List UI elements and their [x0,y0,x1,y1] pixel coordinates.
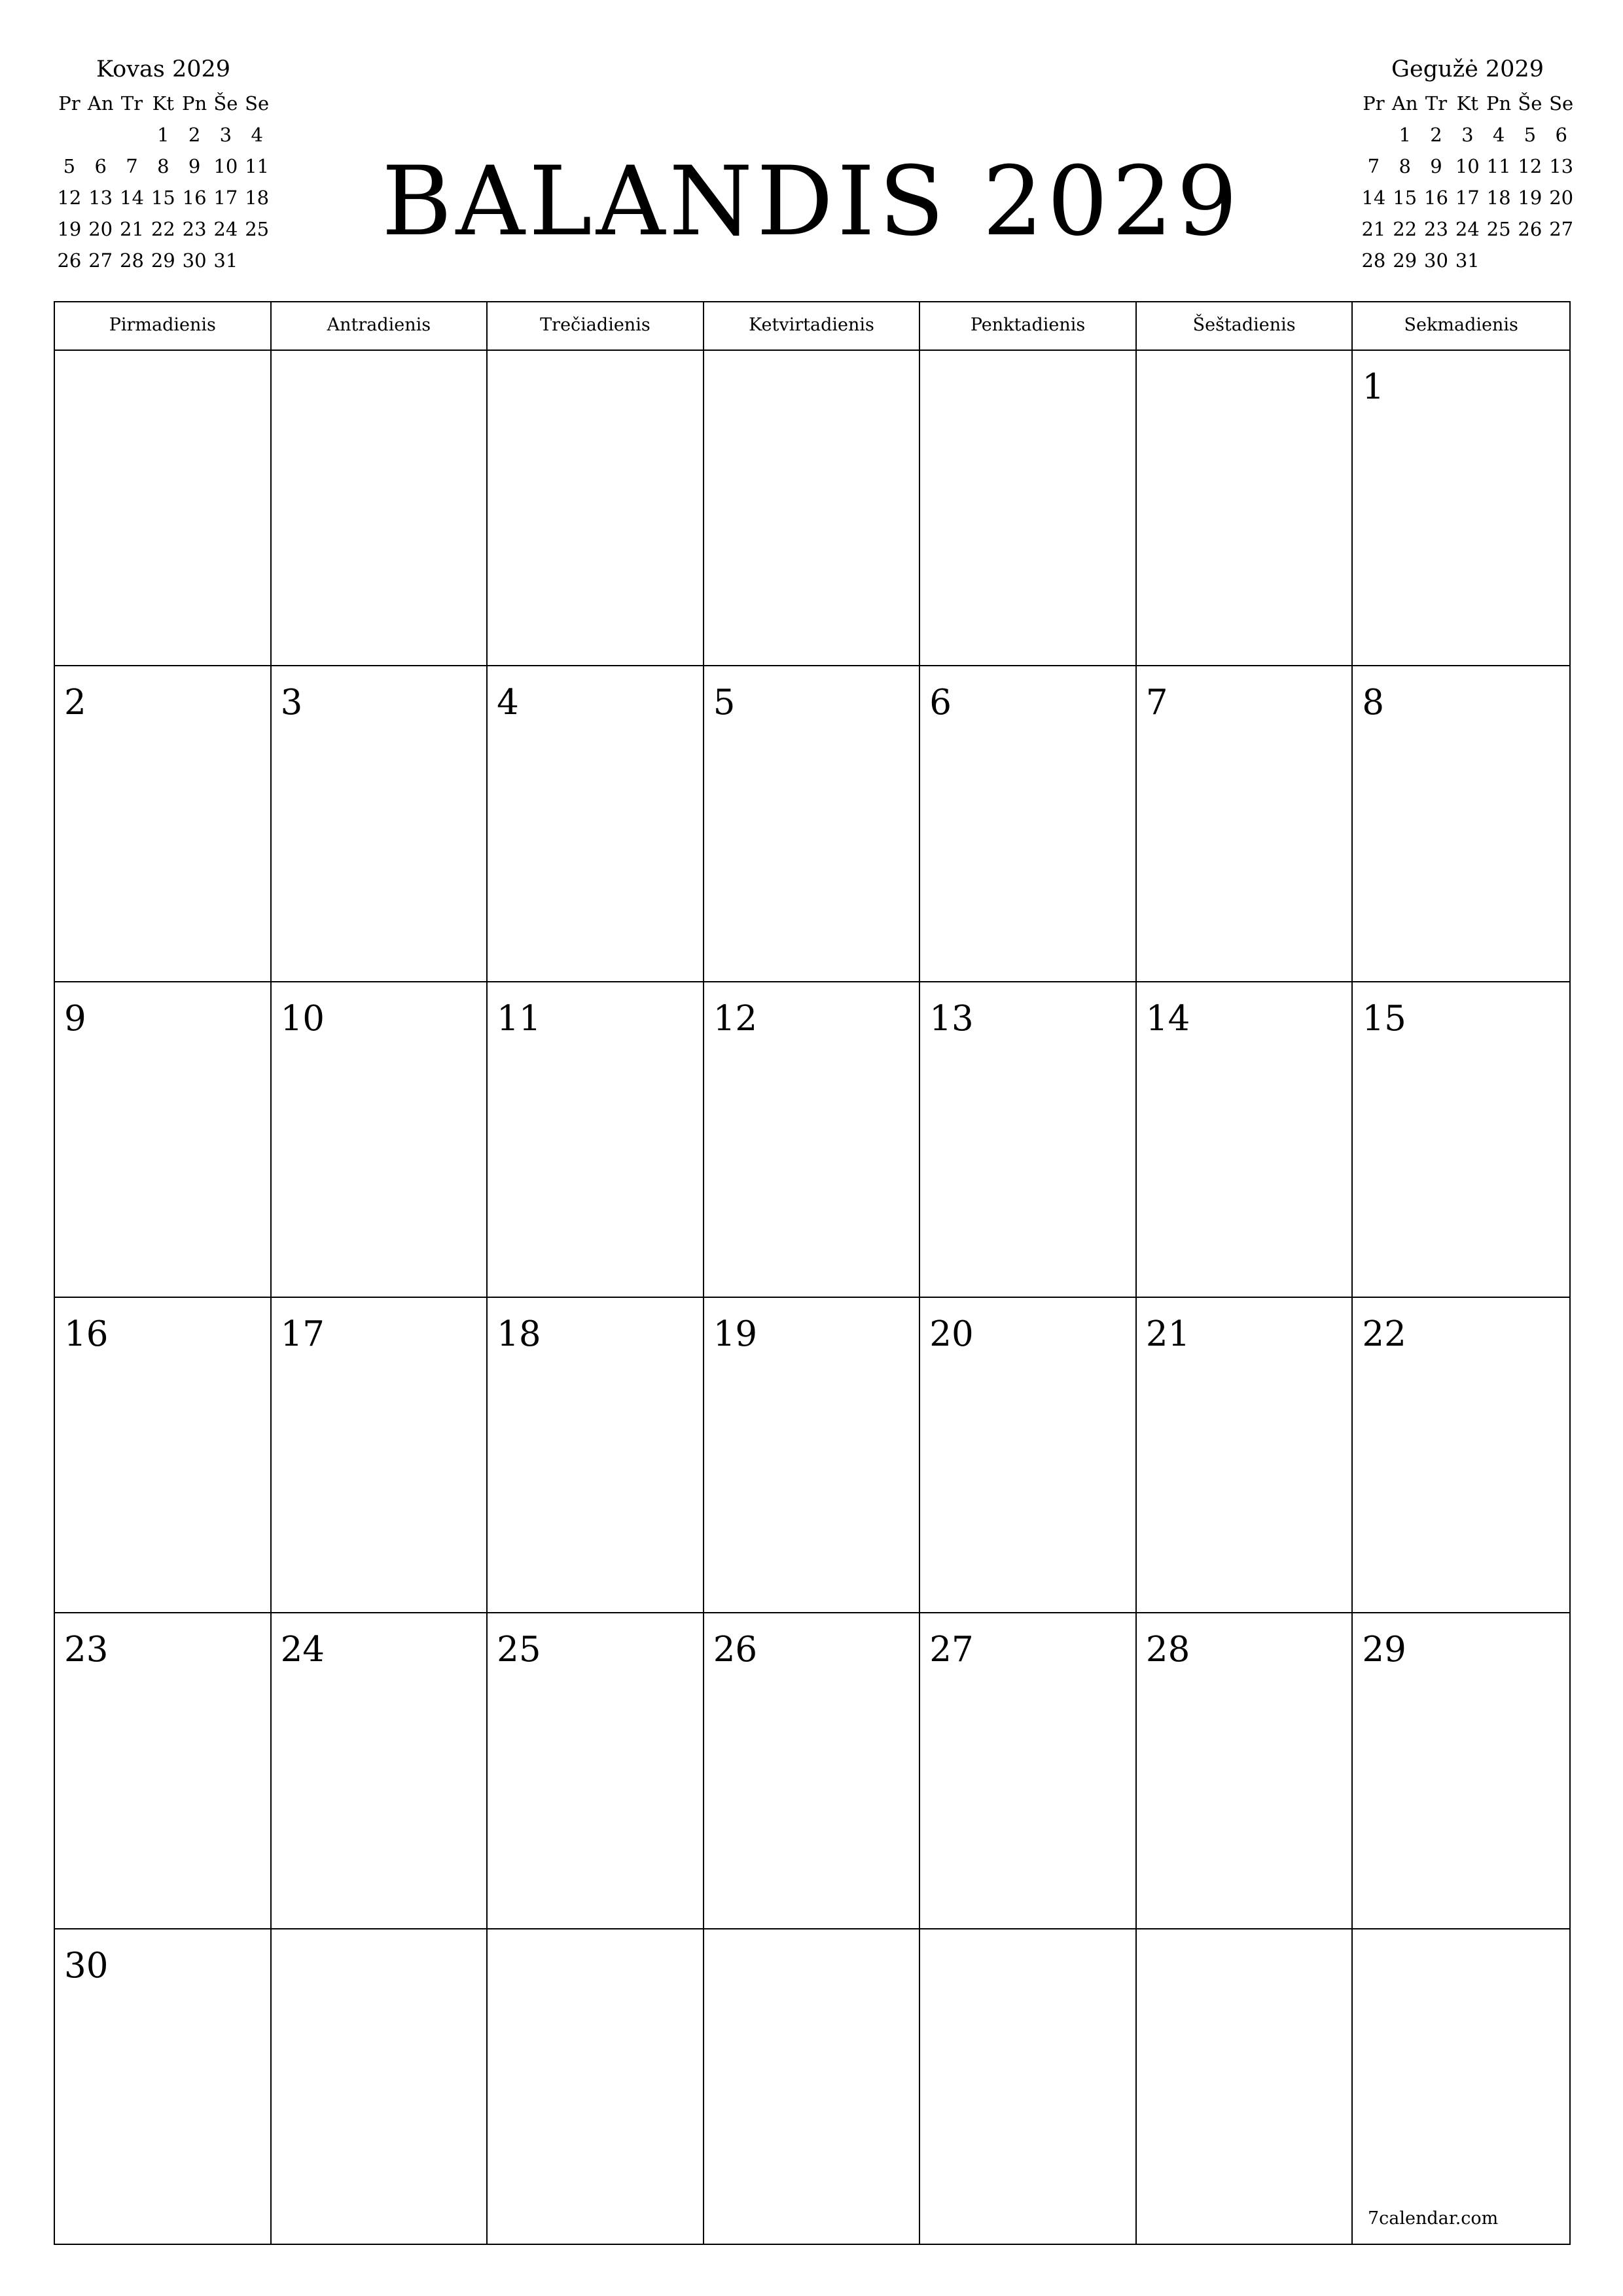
day-number: 8 [1362,683,1385,723]
mini-day: 23 [182,218,207,240]
mini-day: 3 [1461,124,1474,146]
day-number: 5 [713,683,736,723]
mini-day: 5 [1524,124,1537,146]
day-number: 3 [280,683,303,723]
month-title: BALANDIS 2029 [382,146,1241,257]
day-cell [1353,666,1569,982]
day-cell [488,666,704,982]
day-number: 21 [1145,1314,1190,1354]
mini-day: 15 [151,187,175,209]
mini-day: 14 [1361,187,1386,209]
mini-day [54,119,85,151]
day-cell [1353,351,1569,666]
day-number: 17 [280,1314,325,1354]
day-number: 28 [1145,1630,1190,1670]
mini-day: 27 [88,249,113,272]
day-number: 26 [713,1630,758,1670]
day-number: 20 [929,1314,974,1354]
mini-day: 17 [1455,187,1480,209]
mini-weekday-label: Se [1549,92,1574,115]
mini-day: 28 [120,249,144,272]
mini-day [1483,245,1514,276]
day-number: 1 [1362,367,1385,407]
mini-weekday-label: Kt [1456,92,1478,115]
mini-day: 30 [182,249,207,272]
mini-weekday-label: An [1391,92,1418,115]
mini-day: 6 [94,155,107,177]
mini-day: 9 [1430,155,1442,177]
day-cell [704,982,921,1298]
mini-day: 12 [1518,155,1543,177]
day-number: 15 [1362,998,1406,1039]
mini-day: 12 [57,187,82,209]
day-cell [488,351,704,666]
mini-day: 4 [1492,124,1505,146]
day-cell [704,1929,921,2245]
mini-day: 22 [1393,218,1418,240]
day-number: 11 [497,998,541,1039]
day-number: 14 [1145,998,1190,1039]
day-cell [1137,982,1353,1298]
day-cell [1137,1298,1353,1613]
mini-weekday-label: Še [1518,92,1543,115]
mini-calendar-grid [1358,88,1577,276]
mini-day: 26 [1518,218,1543,240]
weekday-header: Sekmadienis [1404,315,1518,335]
day-cell [272,666,488,982]
mini-day: 11 [1486,155,1511,177]
calendar-grid [55,351,1569,2245]
weekday-header: Šeštadienis [1137,302,1353,350]
mini-day: 26 [57,249,82,272]
mini-day [1358,119,1389,151]
mini-day: 19 [57,218,82,240]
mini-weekday-label: Še [213,92,238,115]
mini-weekday-label: Pn [181,92,207,115]
mini-day: 8 [157,155,169,177]
day-cell [488,982,704,1298]
day-cell [920,351,1137,666]
mini-day: 31 [213,249,238,272]
mini-day: 10 [213,155,238,177]
day-cell [55,1929,272,2245]
mini-weekday-label: Pr [1363,92,1385,115]
mini-day: 19 [1518,187,1543,209]
day-number: 10 [280,998,325,1039]
mini-day: 5 [63,155,76,177]
mini-day: 13 [88,187,113,209]
mini-weekday-label: Pn [1486,92,1512,115]
mini-day: 29 [1393,249,1418,272]
mini-day: 8 [1399,155,1411,177]
day-number: 27 [929,1630,974,1670]
day-cell [704,1613,921,1929]
day-number: 22 [1362,1314,1406,1354]
mini-day: 11 [245,155,270,177]
mini-day: 6 [1555,124,1567,146]
day-number: 9 [64,998,86,1039]
mini-weekday-label: Tr [1425,92,1448,115]
mini-day: 7 [1367,155,1380,177]
day-cell [55,351,272,666]
day-number: 16 [64,1314,109,1354]
mini-calendar-title: Gegužė 2029 [1391,56,1544,82]
mini-day: 29 [151,249,175,272]
mini-day: 16 [1424,187,1448,209]
day-cell [704,351,921,666]
day-number: 18 [497,1314,541,1354]
day-number: 13 [929,998,974,1039]
mini-day: 2 [188,124,201,146]
weekday-header: Pirmadienis [55,302,272,350]
mini-day: 2 [1430,124,1442,146]
day-cell [1353,1929,1569,2245]
day-number: 19 [713,1314,758,1354]
day-cell [272,1613,488,1929]
day-cell [920,1929,1137,2245]
day-cell [704,666,921,982]
mini-day: 22 [151,218,175,240]
day-cell [55,982,272,1298]
day-cell [55,1298,272,1613]
mini-day: 20 [1549,187,1574,209]
day-number: 23 [64,1630,109,1670]
day-number: 2 [64,683,86,723]
day-cell [272,1929,488,2245]
day-cell [272,982,488,1298]
day-cell [55,1613,272,1929]
mini-day: 14 [120,187,144,209]
mini-day: 4 [251,124,263,146]
mini-day: 28 [1361,249,1386,272]
day-cell [1137,1613,1353,1929]
day-number: 25 [497,1630,541,1670]
day-cell [488,1929,704,2245]
mini-day: 27 [1549,218,1574,240]
day-cell [920,666,1137,982]
mini-day: 24 [213,218,238,240]
weekday-header-row [55,302,1569,351]
day-cell [1137,1929,1353,2245]
mini-calendar-next [1358,51,1577,276]
mini-day [116,119,148,151]
mini-day: 18 [245,187,270,209]
mini-day: 3 [219,124,232,146]
mini-day: 7 [126,155,138,177]
mini-day: 15 [1393,187,1418,209]
day-cell [488,1613,704,1929]
day-cell [920,1613,1137,1929]
mini-calendar-title: Kovas 2029 [96,56,231,82]
day-number: 12 [713,998,758,1039]
day-cell [272,1298,488,1613]
weekday-header: Ketvirtadienis [704,302,921,350]
mini-day: 13 [1549,155,1574,177]
day-cell [488,1298,704,1613]
mini-day: 23 [1424,218,1448,240]
mini-day: 16 [182,187,207,209]
mini-day: 21 [1361,218,1386,240]
day-cell [1137,351,1353,666]
mini-day [1514,245,1546,276]
day-cell [920,982,1137,1298]
mini-weekday-label: Se [245,92,270,115]
day-number: 6 [929,683,952,723]
day-number: 24 [280,1630,325,1670]
month-calendar [54,301,1571,2245]
weekday-header: Trečiadienis [488,302,704,350]
mini-day: 1 [1399,124,1411,146]
mini-day: 25 [245,218,270,240]
day-cell [55,666,272,982]
day-number: 7 [1145,683,1168,723]
mini-day: 10 [1455,155,1480,177]
mini-weekday-label: Pr [58,92,80,115]
day-cell [1353,1298,1569,1613]
day-number: 29 [1362,1630,1406,1670]
day-cell [1353,982,1569,1298]
day-number: 4 [497,683,519,723]
mini-day [85,119,116,151]
mini-day: 31 [1455,249,1480,272]
mini-day: 9 [188,155,201,177]
footer-watermark: 7calendar.com [1368,2208,1499,2229]
mini-day: 30 [1424,249,1448,272]
weekday-header: Antradienis [272,302,488,350]
day-cell [272,351,488,666]
day-cell [704,1298,921,1613]
mini-day [1546,245,1577,276]
day-number: 30 [64,1945,109,1986]
weekday-header: Penktadienis [920,302,1137,350]
mini-day: 25 [1486,218,1511,240]
mini-weekday-label: Tr [120,92,143,115]
day-cell [1353,1613,1569,1929]
mini-day: 1 [157,124,169,146]
mini-weekday-label: An [87,92,114,115]
mini-day: 24 [1455,218,1480,240]
mini-day: 21 [120,218,144,240]
mini-day: 20 [88,218,113,240]
day-cell [1137,666,1353,982]
mini-day: 18 [1486,187,1511,209]
day-cell [920,1298,1137,1613]
mini-weekday-label: Kt [152,92,174,115]
mini-day: 17 [213,187,238,209]
